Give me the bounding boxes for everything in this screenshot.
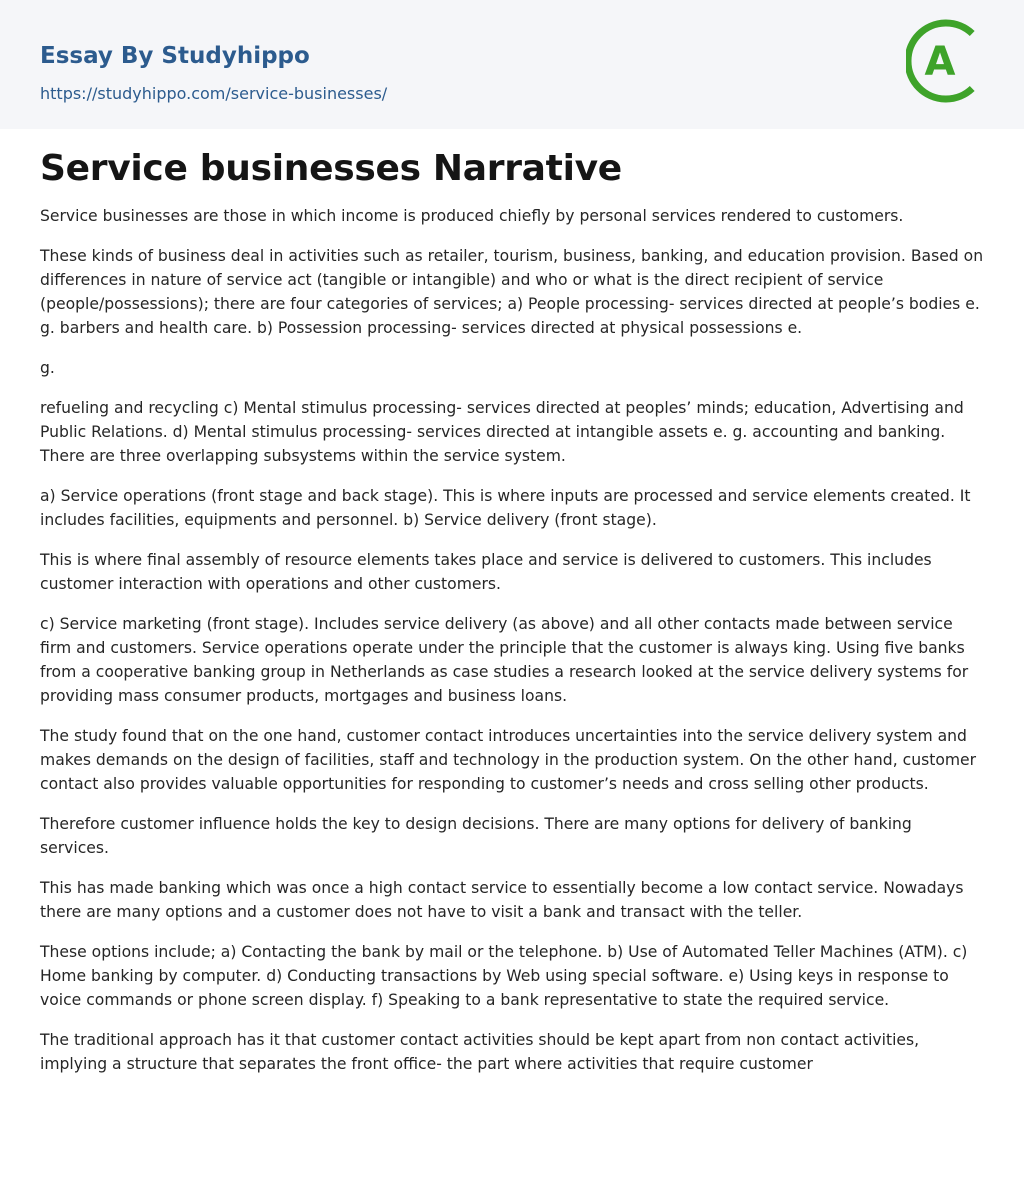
article-paragraph: refueling and recycling c) Mental stimulus processing- services directed at peoples’ minds; education, Advertising and Public Relations. d) Mental stimulus processing- services directed at intangible assets e. g. accounting and banking. There are three overlapping subsystems within the service system.	[40, 399, 964, 465]
article-paragraph: The study found that on the one hand, customer contact introduces uncertainties into the service delivery system and makes demands on the design of facilities, staff and technology in the production system. On the other hand, customer contact also provides valuable opportunities for responding to customer’s needs and cross selling other products.	[40, 727, 977, 793]
source-url-link[interactable]: https://studyhippo.com/service-businesses/	[40, 84, 388, 103]
article-paragraph: c) Service marketing (front stage). Includes service delivery (as above) and all other contacts made between service firm and customers. Service operations operate under the principle that the customer is always king. Using five banks from a cooperative banking group in Netherlands as case studies a research looked at the service delivery systems for providing mass consumer products, mortgages and business loans.	[40, 615, 969, 705]
brand-title[interactable]: Essay By Studyhippo	[40, 43, 310, 69]
article	[0, 129, 1024, 1076]
article-paragraph: Service businesses are those in which income is produced chiefly by personal services rendered to customers.	[40, 207, 904, 225]
logo-letter: A	[924, 39, 956, 85]
article-paragraph: g.	[40, 359, 55, 377]
article-title: Service businesses Narrative	[40, 148, 622, 189]
article-paragraph: This is where final assembly of resource elements takes place and service is delivered to customers. This includes customer interaction with operations and other customers.	[40, 551, 932, 593]
site-header	[0, 0, 1024, 129]
article-paragraph: These options include; a) Contacting the bank by mail or the telephone. b) Use of Automated Teller Machines (ATM). c) Home banking by computer. d) Conducting transactions by Web using special software. e) Using keys in response to voice commands or phone screen display. f) Speaking to a bank representative to state the required service.	[40, 943, 968, 1009]
article-paragraph: a) Service operations (front stage and back stage). This is where inputs are processed and service elements created. It includes facilities, equipments and personnel. b) Service delivery (front stage).	[40, 487, 971, 529]
article-paragraph: The traditional approach has it that customer contact activities should be kept apart from non contact activities, implying a structure that separates the front office- the part where activities that require customer	[40, 1031, 920, 1073]
studyhippo-logo-icon[interactable]	[906, 18, 992, 104]
article-paragraph: Therefore customer influence holds the key to design decisions. There are many options for delivery of banking services.	[40, 815, 912, 857]
article-paragraph: This has made banking which was once a high contact service to essentially become a low contact service. Nowadays there are many options and a customer does not have to visit a bank and transact with the teller.	[40, 879, 964, 921]
article-paragraph: These kinds of business deal in activities such as retailer, tourism, business, banking, and education provision. Based on differences in nature of service act (tangible or intangible) and who or what is the direct recipient of service (people/possessions); there are four categories of services; a) People processing- services directed at people’s bodies e. g. barbers and health care. b) Possession processing- services directed at physical possessions e.	[40, 247, 984, 337]
